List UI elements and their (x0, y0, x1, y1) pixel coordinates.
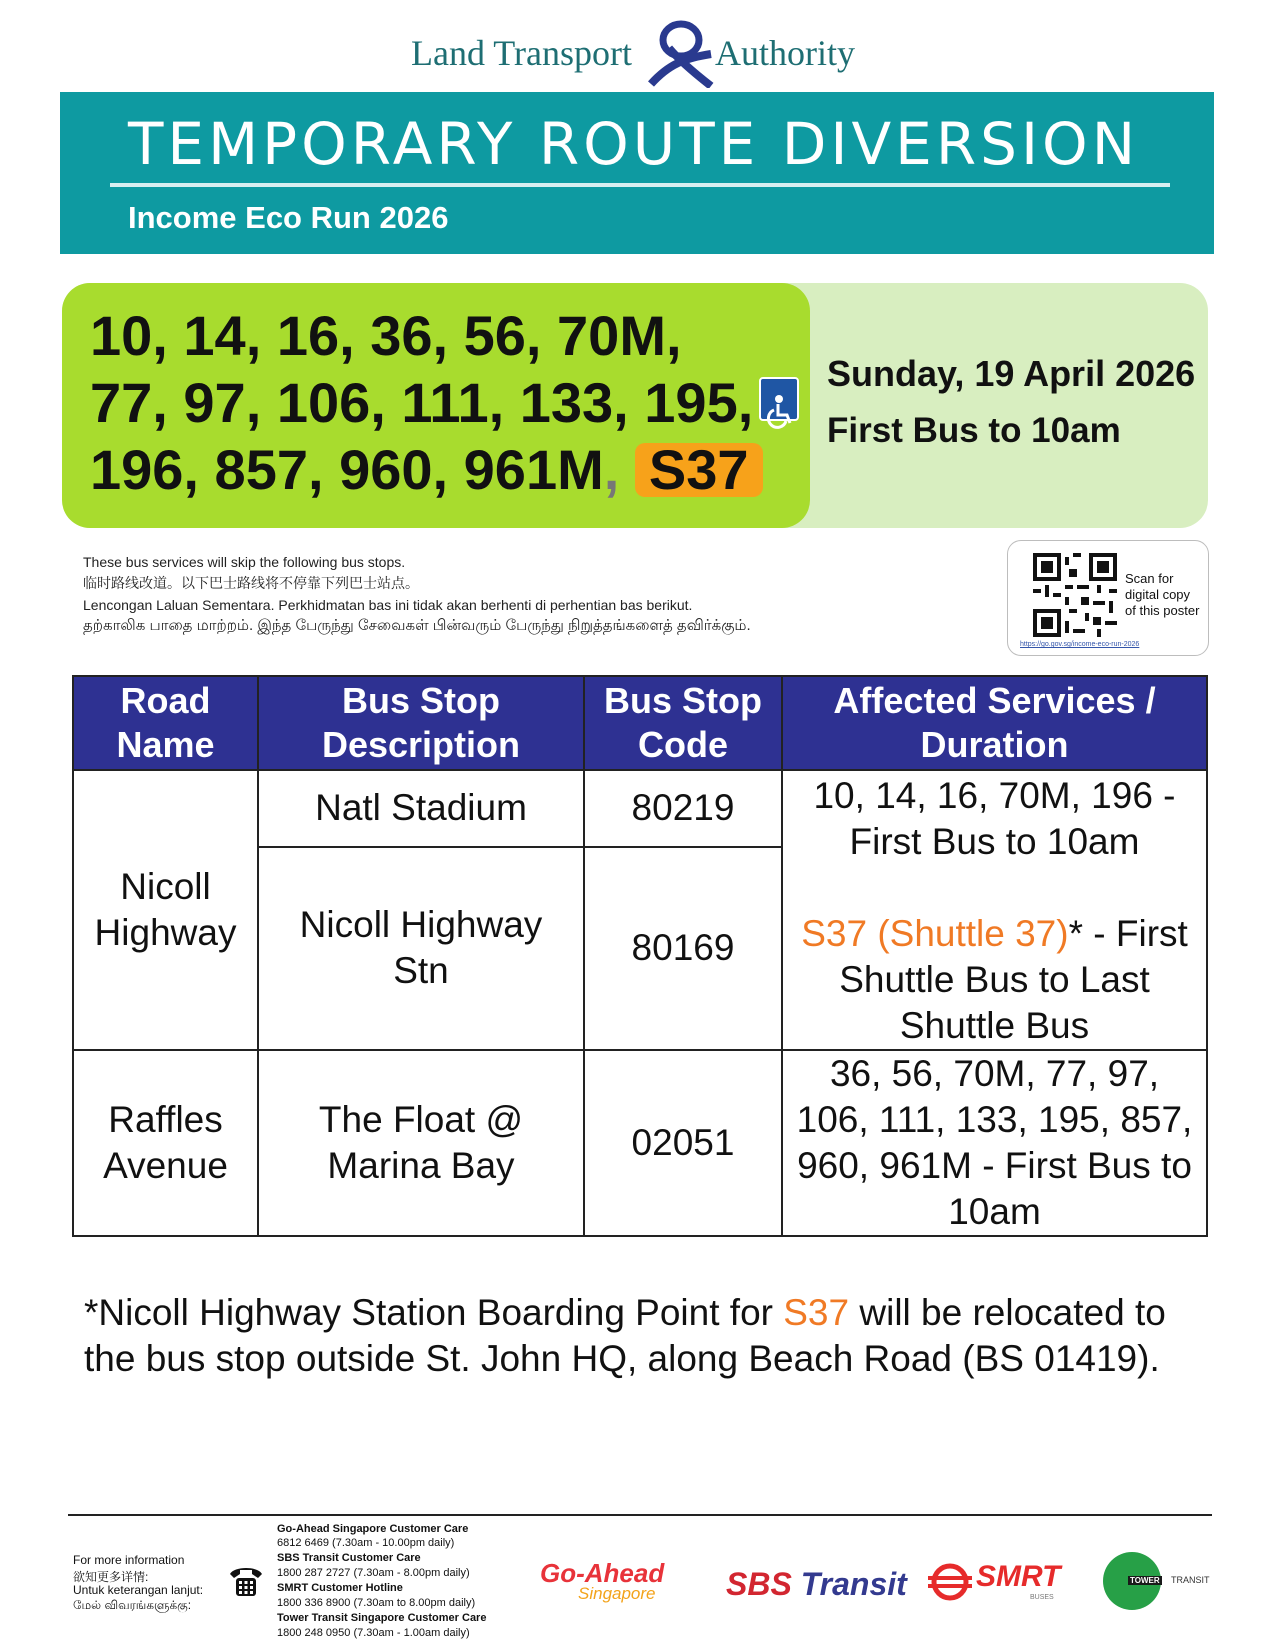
stop-description: Natl Stadium (258, 770, 584, 847)
smrt-logo: SMRT BUSES (926, 1560, 1066, 1604)
sbs-transit-logo: SBS Transit (726, 1566, 907, 1602)
contact-detail: 1800 248 0950 (7.30am - 1.00am daily) (277, 1627, 470, 1639)
contact-detail: 6812 6469 (7.30am - 10.00pm daily) (277, 1537, 455, 1549)
footer-divider (68, 1514, 1212, 1516)
contact-detail: 1800 336 8900 (7.30am to 8.00pm daily) (277, 1597, 476, 1609)
logo-text-right: Authority (715, 33, 855, 73)
road-nicoll-highway: Nicoll Highway (73, 770, 258, 1050)
s37-shuttle-label: S37 (Shuttle 37) (801, 913, 1069, 954)
boarding-point-footnote: *Nicoll Highway Station Boarding Point for S37 will be relocated to the bus stop outside St. John HQ, along Beach Road (BS 01419). (84, 1292, 1166, 1379)
stop-code: 80219 (584, 770, 782, 847)
logo-text-left: Land Transport (410, 33, 632, 73)
lta-logo (0, 14, 1275, 90)
qr-caption-line-3: of this poster (1125, 603, 1200, 618)
title-banner (60, 92, 1214, 254)
contact-name: Tower Transit Singapore Customer Care (277, 1612, 487, 1624)
note-chinese: 临时路线改道。以下巴士路线将不停靠下列巴士站点。 (83, 575, 419, 591)
more-info-chinese: 欲知更多详情: (73, 1570, 149, 1584)
note-english: These bus services will skip the following bus stops. (83, 554, 406, 570)
header-affected-services: Affected Services / Duration (782, 676, 1207, 770)
more-info-malay: Untuk keterangan lanjut: (73, 1583, 204, 1597)
tower-transit-logo: TOWER TRANSIT (1103, 1552, 1223, 1612)
service-list-line-3 (90, 437, 763, 502)
qr-caption-line-2: digital copy (1125, 587, 1191, 602)
contact-detail: 1800 287 2727 (7.30am - 8.00pm daily) (277, 1567, 470, 1579)
affected-services-nicoll: 10, 14, 16, 70M, 196 - First Bus to 10am S37 (Shuttle 37)* - First Shuttle Bus to Last Shuttle Bus (782, 770, 1207, 1050)
qr-caption-line-1: Scan for (1125, 571, 1174, 586)
service-list-line-3-text: 196, 857, 960, 961M (90, 438, 604, 501)
s37-badge: S37 (635, 443, 763, 497)
table-header-row (73, 676, 1207, 770)
stop-description: The Float @ Marina Bay (258, 1050, 584, 1236)
telephone-icon (228, 1564, 264, 1598)
note-malay: Lencongan Laluan Sementara. Perkhidmatan bas ini tidak akan berhenti di perhentian bas berikut. (83, 597, 693, 613)
contact-name: Go-Ahead Singapore Customer Care (277, 1523, 469, 1535)
note-tamil: தற்காலிக பாதை மாற்றம். இந்த பேருந்து சேவைகள் பின்வரும் பேருந்து நிறுத்தங்களைத் தவிர்க்கும். (83, 617, 751, 634)
more-info-english: For more information (73, 1553, 185, 1567)
service-list-line-1: 10, 14, 16, 36, 56, 70M, (90, 304, 682, 367)
page-title: TEMPORARY ROUTE DIVERSION (128, 110, 1140, 178)
table-row (73, 1050, 1207, 1236)
stop-code: 02051 (584, 1050, 782, 1236)
header-road-name: Road Name (73, 676, 258, 770)
go-ahead-logo: Go-Ahead Singapore (540, 1558, 665, 1603)
contact-name: SMRT Customer Hotline (277, 1582, 403, 1594)
header-bus-stop-code: Bus Stop Code (584, 676, 782, 770)
bus-stop-table (72, 675, 1208, 1237)
affected-services-raffles: 36, 56, 70M, 77, 97, 106, 111, 133, 195, 857, 960, 961M - First Bus to 10am (782, 1050, 1207, 1236)
diversion-date: Sunday, 19 April 2026 (827, 353, 1196, 394)
qr-code-icon[interactable] (1033, 553, 1117, 637)
affected-services-panel (62, 283, 1208, 528)
more-info-tamil: மேல் விவரங்களுக்கு: (73, 1598, 192, 1612)
stop-description: Nicoll Highway Stn (258, 847, 584, 1050)
stop-code: 80169 (584, 847, 782, 1050)
service-list-line-2-text: 77, 97, 106, 111, 133, 195, (90, 371, 754, 434)
service-numbers-box (62, 283, 810, 528)
page-subtitle: Income Eco Run 2026 (128, 200, 449, 235)
service-list-comma: , (603, 438, 620, 501)
banner-divider (110, 183, 1170, 187)
service-list-line-2 (90, 370, 799, 435)
contact-name: SBS Transit Customer Care (277, 1552, 421, 1564)
qr-code-box[interactable] (1007, 540, 1209, 656)
wheelchair-accessible-icon (759, 377, 799, 421)
footnote-s37: S37 (783, 1292, 850, 1333)
table-row (73, 770, 1207, 847)
diversion-time: First Bus to 10am (827, 411, 1121, 450)
road-raffles-avenue: Raffles Avenue (73, 1050, 258, 1236)
smrt-emblem-icon (928, 1562, 972, 1602)
header-bus-stop-description: Bus Stop Description (258, 676, 584, 770)
lta-emblem-icon (645, 14, 717, 88)
qr-url-link[interactable]: https://go.gov.sg/income-eco-run-2026 (1020, 641, 1140, 648)
